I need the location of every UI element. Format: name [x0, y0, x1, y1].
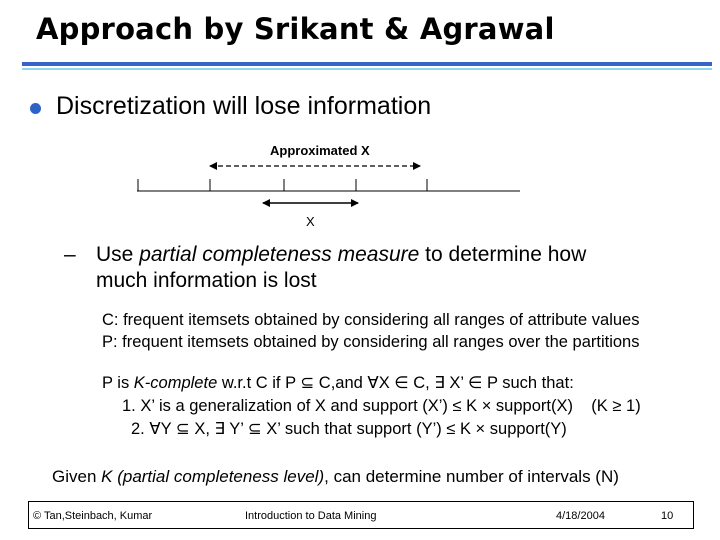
sub-bullet-pre: Use	[96, 243, 140, 266]
footer-page-number: 10	[661, 510, 674, 522]
footer-course: Introduction to Data Mining	[245, 510, 377, 522]
footer-date: 4/18/2004	[556, 510, 605, 522]
condition-1: 1. X’ is a generalization of X and support (X’) ≤ K × support(X) (K ≥ 1)	[122, 397, 641, 415]
footer-copyright: © Tan,Steinbach, Kumar	[33, 510, 153, 522]
k-complete-definition	[102, 373, 574, 393]
given-emphasis: K (partial completeness level)	[101, 467, 325, 486]
given-statement	[52, 467, 619, 487]
k-complete-pre: P is	[102, 374, 134, 392]
c-definition: C: frequent itemsets obtained by considering all ranges of attribute values	[102, 311, 640, 329]
k-complete-term: K-complete	[133, 374, 218, 392]
given-post: , can determine number of intervals (N)	[324, 467, 619, 486]
bullet-text: Discretization will lose information	[56, 92, 432, 120]
approximated-x-label: Approximated X	[270, 143, 370, 158]
sub-bullet-line-1	[96, 243, 586, 267]
given-pre: Given	[52, 467, 102, 486]
x-label: X	[306, 214, 315, 229]
p-definition: P: frequent itemsets obtained by considering all ranges over the partitions	[102, 333, 640, 351]
sub-bullet-dash: –	[64, 243, 76, 266]
sub-bullet-emphasis: partial completeness measure	[139, 243, 420, 266]
condition-2: 2. ∀Y ⊆ X, ∃ Y’ ⊆ X’ such that support (Y’) ≤ K × support(Y)	[131, 420, 567, 438]
sub-bullet-post: to determine how	[419, 243, 587, 266]
sub-bullet-line-2: much information is lost	[96, 269, 317, 292]
k-complete-post: w.r.t C if P ⊆ C,and ∀X ∈ C, ∃ X’ ∈ P such that:	[217, 374, 574, 392]
slide-title: Approach by Srikant & Agrawal	[36, 12, 555, 46]
